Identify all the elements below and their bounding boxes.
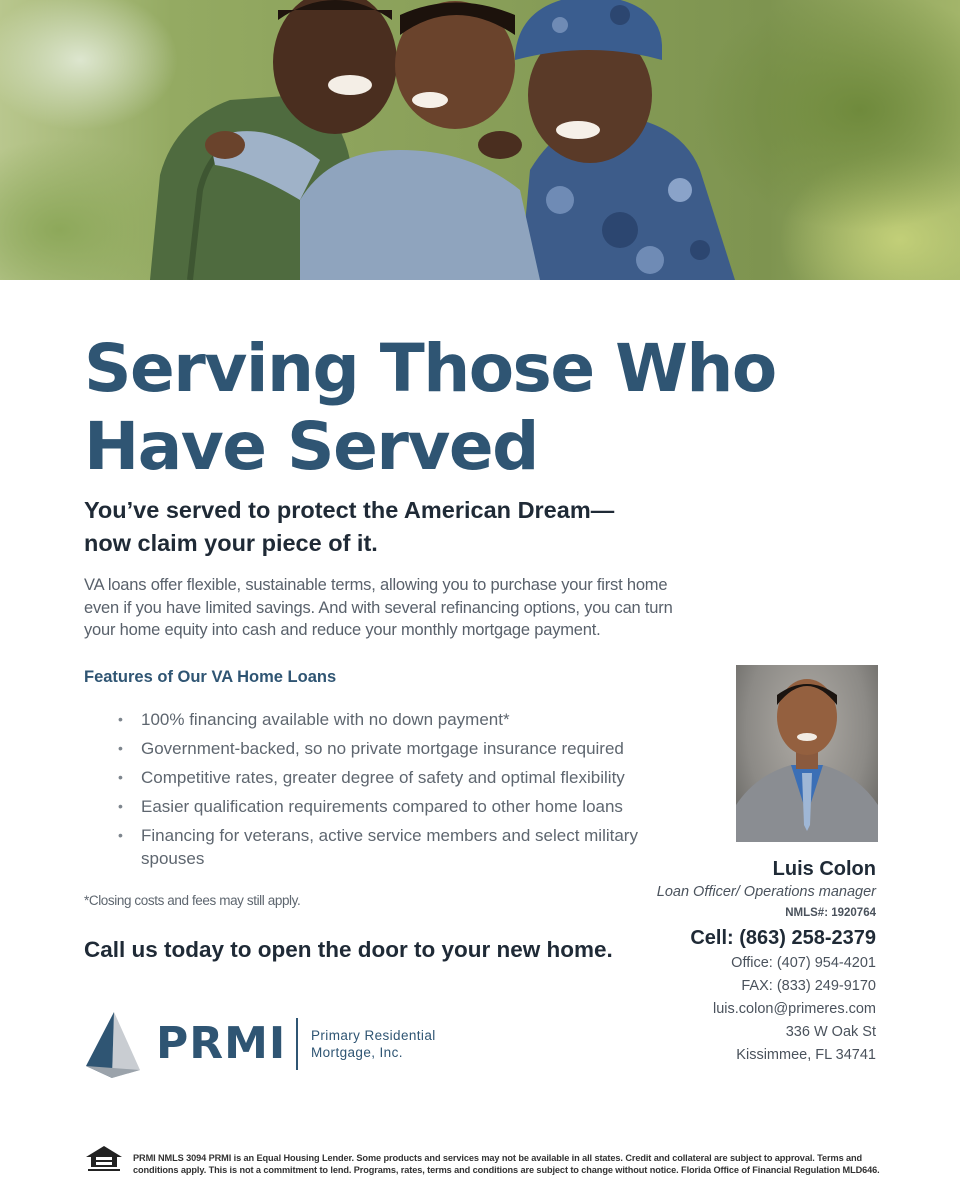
agent-portrait <box>736 665 878 842</box>
legal-disclaimer: PRMI NMLS 3094 PRMI is an Equal Housing Lender. Some products and services may not be available in all states. Credit and collateral are subject to approval. Terms and conditions apply. This is not a commitment to lend. Programs, rates, terms and conditions are subject to change without notice. Florida Office of Financial Regulation MLD646. <box>133 1153 880 1175</box>
family-illustration <box>0 0 960 280</box>
headline-line-1: Serving Those Who <box>84 330 776 407</box>
subheadline <box>84 494 704 560</box>
bullet-icon: • <box>118 769 123 785</box>
prmi-logo[interactable] <box>84 1010 464 1080</box>
list-item <box>118 737 638 760</box>
logo-sub-line-1: Primary Residential <box>311 1028 436 1043</box>
logo-wordmark: PRMI <box>156 1018 287 1069</box>
headline-line-2: Have Served <box>84 408 538 485</box>
hero-photo <box>0 0 960 280</box>
bullet-icon: • <box>118 827 123 843</box>
agent-name: Luis Colon <box>772 858 876 880</box>
list-item <box>118 795 638 818</box>
cell-phone-link[interactable]: Cell: (863) 258-2379 <box>690 927 876 949</box>
fax-number: FAX: (833) 249-9170 <box>741 978 876 994</box>
equal-housing-icon <box>85 1145 123 1173</box>
prmi-mark-icon <box>84 1012 144 1080</box>
subhead-line-1: You’ve served to protect the American Dream— <box>84 497 615 523</box>
agent-nmls: NMLS#: 1920764 <box>785 907 876 919</box>
features-list <box>118 708 638 876</box>
office-phone-link[interactable]: Office: (407) 954-4201 <box>731 955 876 971</box>
logo-sub-line-2: Mortgage, Inc. <box>311 1045 403 1060</box>
bullet-icon: • <box>118 711 123 727</box>
footnote: *Closing costs and fees may still apply. <box>84 893 301 908</box>
feature-text: Financing for veterans, active service members and select military spouses <box>141 826 638 868</box>
intro-paragraph: VA loans offer flexible, sustainable terms, allowing you to purchase your first home even if you have limited savings. And with several refinancing options, you can turn your home equity into cash and reduce your monthly mortgage payment. <box>84 576 673 639</box>
list-item <box>118 766 638 789</box>
feature-text: Competitive rates, greater degree of safety and optimal flexibility <box>141 768 625 787</box>
subhead-line-2: now claim your piece of it. <box>84 530 378 556</box>
contact-card <box>556 856 876 1067</box>
feature-text: Government-backed, so no private mortgage insurance required <box>141 739 624 758</box>
feature-text: 100% financing available with no down payment* <box>141 710 510 729</box>
address-street: 336 W Oak St <box>785 1024 876 1040</box>
page-title <box>84 330 784 486</box>
bullet-icon: • <box>118 798 123 814</box>
list-item <box>118 708 638 731</box>
bullet-icon: • <box>118 740 123 756</box>
email-link[interactable]: luis.colon@primeres.com <box>713 1001 876 1017</box>
features-heading: Features of Our VA Home Loans <box>84 668 337 686</box>
logo-divider <box>296 1018 298 1070</box>
address-city: Kissimmee, FL 34741 <box>736 1047 876 1063</box>
agent-title: Loan Officer/ Operations manager <box>656 884 876 900</box>
agent-photo <box>736 665 878 842</box>
feature-text: Easier qualification requirements compared to other home loans <box>141 797 623 816</box>
call-to-action: Call us today to open the door to your new home. <box>84 937 613 962</box>
logo-company-name <box>311 1027 471 1061</box>
